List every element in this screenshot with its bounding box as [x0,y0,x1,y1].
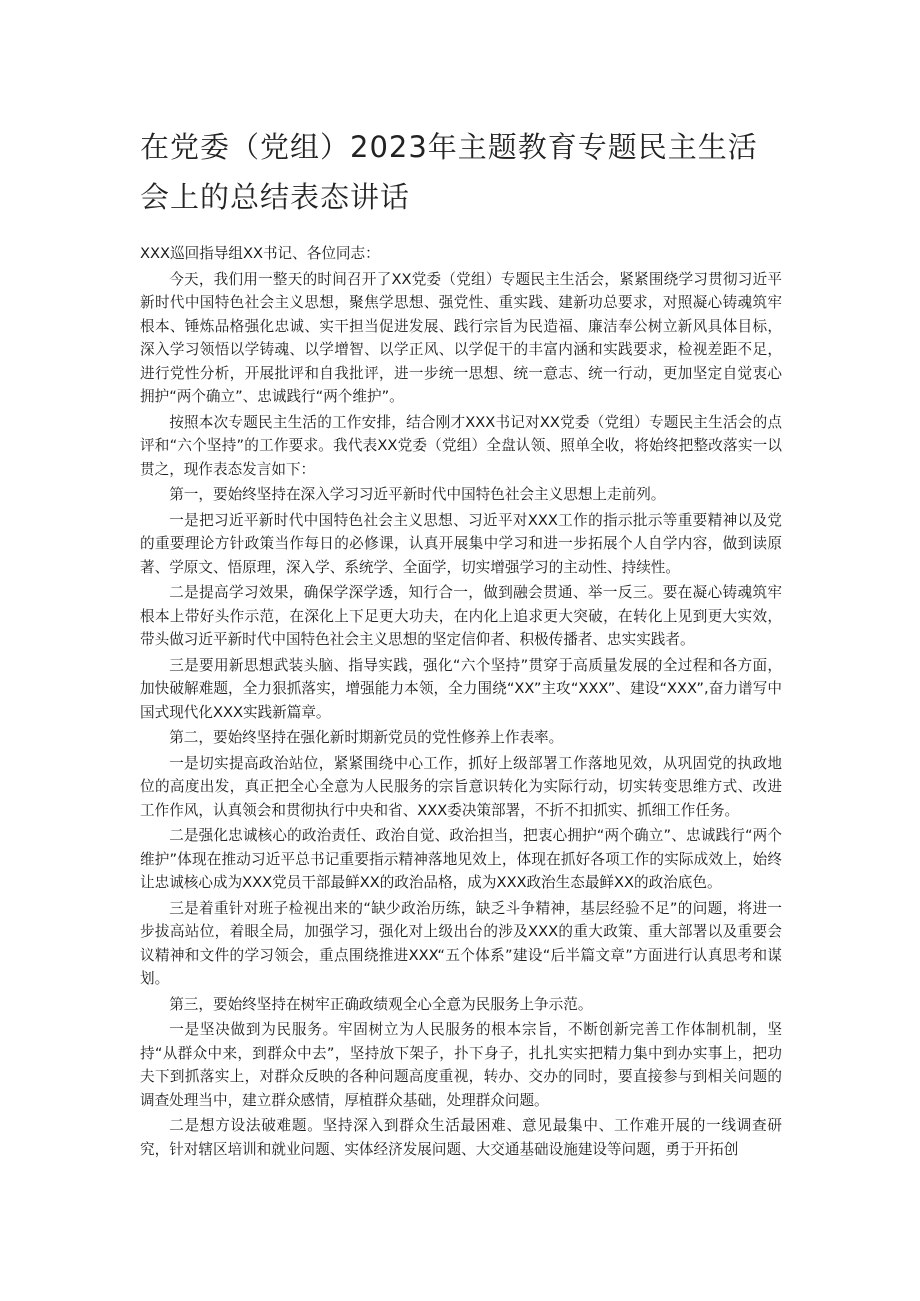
paragraph-section-2-point-2: 二是强化忠诚核心的政治责任、政治自觉、政治担当，把衷心拥护“两个确立”、忠诚践行“两个维护”体现在推动习近平总书记重要指示精神落地见效上，体现在抓好各项工作的实际成效上，始终让忠诚核心成为XXX党员干部最鲜XX的政治品格，成为XXX政治生态最鲜XX的政治底色。 [140,827,782,891]
greeting: XXX巡回指导组XX书记、各位同志： [140,245,380,262]
paragraph-section-2-point-3: 三是着重针对班子检视出来的“缺少政治历练，缺乏斗争精神，基层经验不足”的问题，将进一步拔高站位，着眼全局，加强学习，强化对上级出台的涉及XXX的重大政策、重大部署以及重要会议精神和文件的学习领会，重点围绕推进XXX“五个体系”建设“后半篇文章”方面进行认真思考和谋划。 [140,899,782,987]
paragraph-intro: 今天，我们用一整天的时间召开了XX党委（党组）专题民主生活会，紧紧围绕学习贯彻习近平新时代中国特色社会主义思想，聚焦学思想、强党性、重实践、建新功总要求，对照凝心铸魂筑牢根本、锤炼品格强化忠诚、实干担当促进发展、践行宗旨为民造福、廉洁奉公树立新风具体目标，深入学习领悟以学铸魂、以学增智、以学正风、以学促干的丰富内涵和实践要求，检视差距不足，进行党性分析，开展批评和自我批评，进一步统一思想、统一意志、统一行动，更加坚定自觉衷心拥护“两个确立”、忠诚践行“两个维护”。 [140,270,782,405]
paragraph-section-1-point-3: 三是要用新思想武装头脑、指导实践，强化“六个坚持”贯穿于高质量发展的全过程和各方面，加快破解难题，全力狠抓落实，增强能力本领，全力围绕“XX”主攻“XXX”、建设“XXX”,奋力谱写中国式现代化XXX实践新篇章。 [140,656,782,721]
paragraph-section-3-heading: 第三，要始终坚持在树牢正确政绩观全心全意为民服务上争示范。 [169,995,593,1013]
paragraph-arrangement: 按照本次专题民主生活的工作安排，结合刚才XXX书记对XX党委（党组）专题民主生活会的点评和“六个坚持”的工作要求。我代表XX党委（党组）全盘认领、照单全收，将始终把整改落实一以贯之，现作表态发言如下： [140,413,782,478]
paragraph-section-2-heading: 第二，要始终坚持在强化新时期新党员的党性修养上作表率。 [169,729,564,746]
paragraph-section-1-point-2: 二是提高学习效果，确保学深学透，知行合一，做到融会贯通、举一反三。要在凝心铸魂筑牢根本上带好头作示范，在深化上下足更大功夫，在内化上追求更大突破，在转化上见到更大实效，带头做习近平新时代中国特色社会主义思想的坚定信仰者、积极传播者、忠实实践者。 [140,584,782,648]
paragraph-section-1-point-1: 一是把习近平新时代中国特色社会主义思想、习近平对XXX工作的指示批示等重要精神以及党的重要理论方针政策当作每日的必修课，认真开展集中学习和进一步拓展个人自学内容，做到读原著、学原文、悟原理，深入学、系统学、全面学，切实增强学习的主动性、持续性。 [140,511,782,576]
paragraph-section-1-heading: 第一，要始终坚持在深入学习习近平新时代中国特色社会主义思想上走前列。 [169,486,666,503]
document-title: 在党委（党组）2023年主题教育专题民主生活会上的总结表态讲话 [140,130,758,214]
document-page [140,122,782,1163]
paragraph-section-3-point-1: 一是坚决做到为民服务。牢固树立为人民服务的根本宗旨，不断创新完善工作体制机制，坚持“从群众中来，到群众中去”，坚持放下架子，扑下身子，扎扎实实把精力集中到办实事上，把功夫下到抓落实上，对群众反映的各种问题高度重视，转办、交办的同时，要直接参与到相关问题的调查处理当中，建立群众感情，厚植群众基础，处理群众问题。 [140,1021,782,1109]
paragraph-section-3-point-2: 二是想方设法破难题。坚持深入到群众生活最困难、意见最集中、工作难开展的一线调查研究，针对辖区培训和就业问题、实体经济发展问题、大交通基础设施建设等问题，勇于开拓创 [140,1117,782,1158]
paragraph-section-2-point-1: 一是切实提高政治站位，紧紧围绕中心工作，抓好上级部署工作落地见效，从巩固党的执政地位的高度出发，真正把全心全意为人民服务的宗旨意识转化为实际行动，切实转变思维方式、改进工作作风，认真领会和贯彻执行中央和省、XXX委决策部署，不折不扣抓实、抓细工作任务。 [140,754,782,819]
